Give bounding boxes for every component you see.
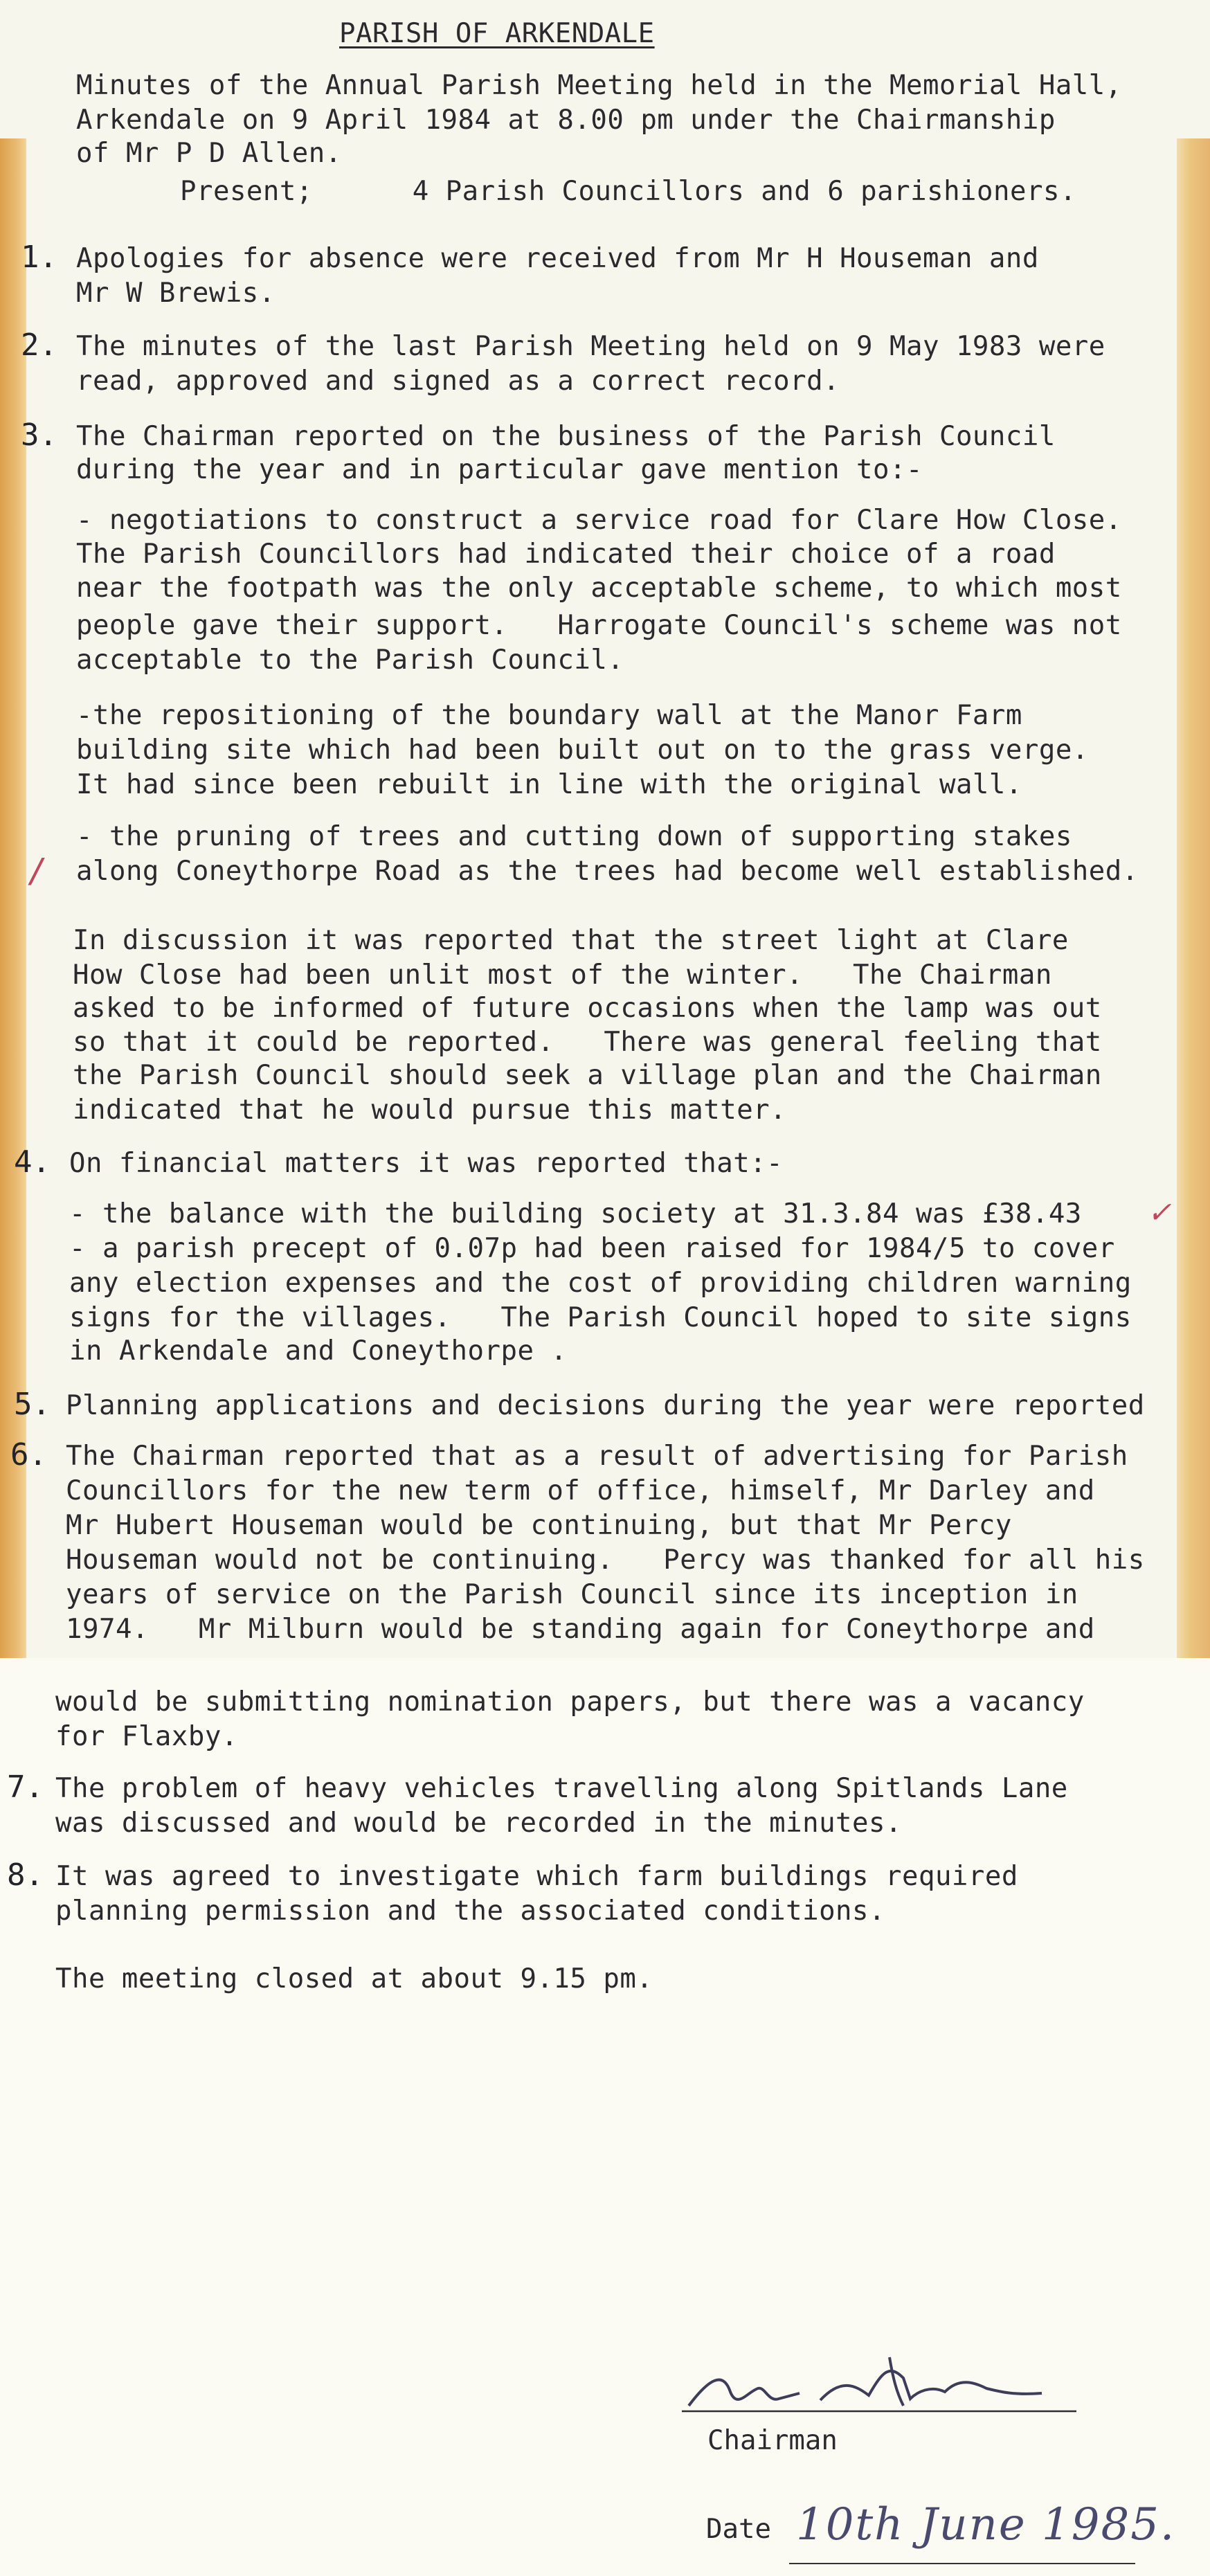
item4-line: in Arkendale and Coneythorpe .	[69, 1335, 568, 1367]
item3-para-line: so that it could be reported. There was general feeling that	[73, 1027, 1102, 1058]
item-number: 2.	[21, 327, 57, 363]
item-number: 6.	[10, 1437, 47, 1472]
item-line: Mr Hubert Houseman would be continuing, but that Mr Percy	[66, 1510, 1012, 1541]
item3-para-line: near the footpath was the only acceptable scheme, to which most	[76, 573, 1122, 604]
item3-para-line: In discussion it was reported that the street light at Clare	[73, 925, 1069, 956]
item-line: Mr W Brewis.	[76, 278, 276, 309]
item-line: during the year and in particular gave mention to:-	[76, 454, 923, 485]
item6-continuation-line: would be submitting nomination papers, but there was a vacancy	[55, 1686, 1085, 1718]
item3-para-line: -the repositioning of the boundary wall at the Manor Farm	[76, 700, 1022, 731]
item3-para-line: - the pruning of trees and cutting down of supporting stakes	[76, 821, 1072, 852]
item-number: 1.	[21, 240, 57, 275]
item-line: years of service on the Parish Council since its inception in	[66, 1579, 1078, 1610]
item6-continuation-line: for Flaxby.	[55, 1721, 238, 1752]
handwritten-date: 10th June 1985.	[796, 2499, 1176, 2550]
item3-para-line: The Parish Councillors had indicated their choice of a road	[76, 539, 1056, 570]
item-line: The minutes of the last Parish Meeting held on 9 May 1983 were	[76, 331, 1105, 362]
present-line: Present; 4 Parish Councillors and 6 parishioners.	[180, 176, 1076, 207]
item-line: On financial matters it was reported that:-	[69, 1148, 784, 1179]
item3-para-line: building site which had been built out on to the grass verge.	[76, 735, 1089, 766]
tape-strip-left	[0, 138, 26, 1661]
item-number: 7.	[7, 1769, 44, 1805]
item-number: 5.	[14, 1387, 51, 1422]
item-line: Councillors for the new term of office, himself, Mr Darley and	[66, 1475, 1095, 1506]
closing-line: The meeting closed at about 9.15 pm.	[55, 1963, 653, 1994]
item-number: 4.	[14, 1144, 51, 1180]
item-number: 3.	[21, 417, 57, 453]
item-line: Apologies for absence were received from Mr H Houseman and	[76, 243, 1039, 274]
intro-line: Arkendale on 9 April 1984 at 8.00 pm under the Chairmanship	[76, 105, 1056, 136]
item-line: read, approved and signed as a correct record.	[76, 366, 840, 397]
item-line: The Chairman reported on the business of the Parish Council	[76, 421, 1056, 452]
item4-line: any election expenses and the cost of providing children warning	[69, 1268, 1132, 1299]
intro-line: Minutes of the Annual Parish Meeting held in the Memorial Hall,	[76, 70, 1122, 101]
item4-line: - a parish precept of 0.07p had been raised for 1984/5 to cover	[69, 1233, 1115, 1264]
item-line: The Chairman reported that as a result of advertising for Parish	[66, 1441, 1128, 1472]
item3-para-line: the Parish Council should seek a village plan and the Chairman	[73, 1060, 1102, 1091]
document-title: PARISH OF ARKENDALE	[339, 18, 655, 49]
item3-para-line: people gave their support. Harrogate Council's scheme was not	[76, 610, 1122, 641]
item-line: It was agreed to investigate which farm buildings required	[55, 1861, 1018, 1892]
tape-strip-right	[1177, 138, 1210, 1703]
item3-para-line: It had since been rebuilt in line with the original wall.	[76, 769, 1022, 800]
item3-para-line: indicated that he would pursue this matter.	[73, 1095, 787, 1126]
item3-para-line: asked to be informed of future occasions when the lamp was out	[73, 993, 1102, 1024]
item-line: Planning applications and decisions during the year were reported	[66, 1390, 1145, 1421]
date-underline	[789, 2563, 1135, 2564]
date-label: Date	[706, 2514, 771, 2545]
item-line: planning permission and the associated conditions.	[55, 1895, 885, 1927]
item-number: 8.	[7, 1857, 44, 1893]
item4-line: - the balance with the building society at 31.3.84 was £38.43	[69, 1198, 1082, 1230]
red-tick-mark: ✓	[1149, 1192, 1169, 1231]
chairman-signature	[682, 2350, 1076, 2420]
item3-para-line: - negotiations to construct a service road for Clare How Close.	[76, 505, 1122, 536]
item4-line: signs for the villages. The Parish Council hoped to site signs	[69, 1302, 1132, 1333]
item3-para-line: along Coneythorpe Road as the trees had become well established.	[76, 856, 1139, 887]
item-line: was discussed and would be recorded in the minutes.	[55, 1808, 902, 1839]
chairman-label: Chairman	[707, 2425, 838, 2456]
item-line: 1974. Mr Milburn would be standing again for Coneythorpe and	[66, 1614, 1095, 1645]
intro-line: of Mr P D Allen.	[76, 138, 342, 169]
item-line: The problem of heavy vehicles travelling along Spitlands Lane	[55, 1773, 1068, 1804]
red-tick-mark: /	[28, 852, 48, 890]
item3-para-line: How Close had been unlit most of the winter. The Chairman	[73, 960, 1052, 991]
item3-para-line: acceptable to the Parish Council.	[76, 645, 624, 676]
item-line: Houseman would not be continuing. Percy was thanked for all his	[66, 1544, 1145, 1576]
